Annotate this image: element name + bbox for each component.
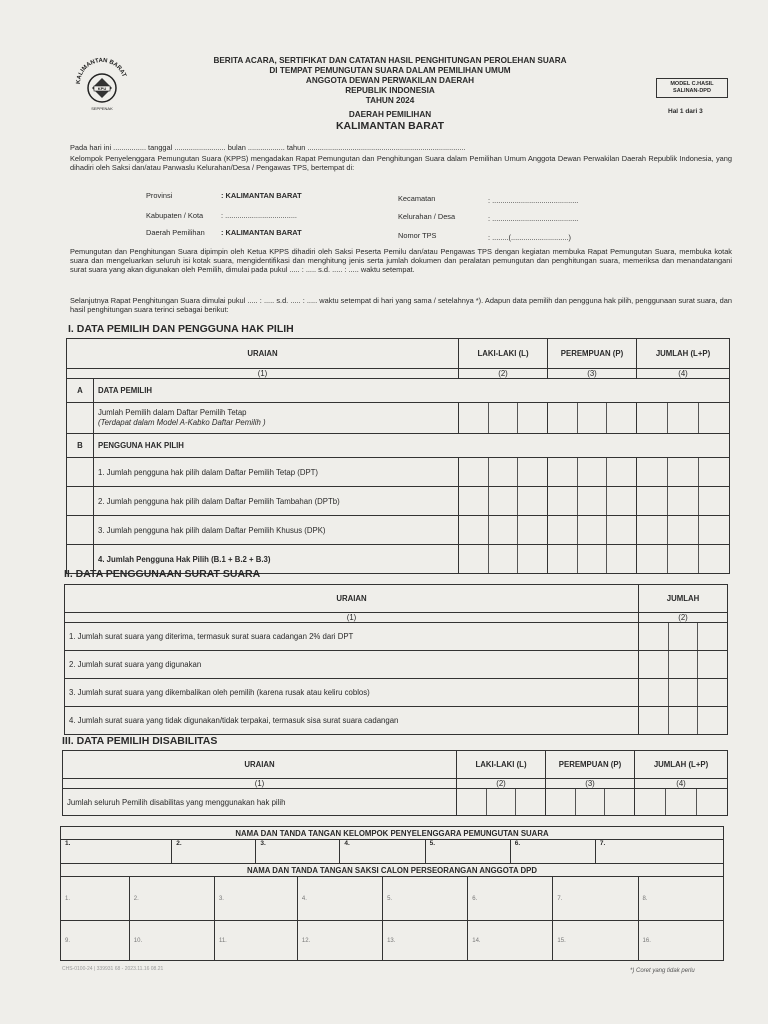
kpps-sign-6[interactable] [510, 840, 595, 864]
model-box [656, 78, 728, 98]
s1-header-laki: LAKI-LAKI (L) [459, 339, 548, 369]
s3-sub-4: (4) [635, 779, 728, 789]
footer-code: CHS-0100-24 | 339931 68 - 2023.11.16 08.21 [62, 966, 164, 972]
page-number: Hal 1 dari 3 [668, 108, 703, 115]
header-line-3: ANGGOTA DEWAN PERWAKILAN DAERAH [305, 76, 475, 85]
region-label: DAERAH PEMILIHAN [348, 110, 432, 119]
input-a-jumlah[interactable] [637, 403, 730, 434]
saksi-num-5: 5. [387, 895, 393, 902]
tps-value[interactable]: : ........(............................) [488, 233, 571, 242]
kpps-num-2: 2. [176, 840, 182, 847]
saksi-num-10: 10. [133, 937, 143, 944]
saksi-num-14: 14. [472, 937, 481, 944]
input-b4-laki[interactable] [459, 545, 548, 574]
input-b1-laki[interactable] [459, 458, 548, 487]
section-2-table [64, 584, 728, 735]
s1-a-row-line2: (Terdapat dalam Model A-Kabko Daftar Pemilih ) [98, 418, 266, 427]
header-line-1: BERITA ACARA, SERTIFIKAT DAN CATATAN HASIL PENGHITUNGAN PEROLEHAN SUARA [213, 56, 567, 65]
s3-sub-2: (2) [457, 779, 546, 789]
count-paragraph: Selanjutnya Rapat Penghitungan Suara dimulai pukul ..... : ..... s.d. ..... : ..... waktu setempat di hari yang sama / setelahnya *). Adapun data pemilih dan pengguna hak pilih, penggunaan surat suara, dan hasil penghitungan suara terinci sebagai berikut: [70, 296, 732, 314]
kecamatan-value[interactable]: : .......................................... [488, 196, 579, 205]
input-a-laki[interactable] [459, 403, 548, 434]
s1-sub-4: (4) [637, 369, 730, 379]
saksi-num-9: 9. [65, 937, 71, 944]
saksi-num-4: 4. [301, 895, 307, 902]
s1-a-code: A [67, 379, 94, 403]
saksi-num-11: 11. [218, 937, 227, 944]
input-b2-laki[interactable] [459, 487, 548, 516]
kpps-num-6: 6. [514, 840, 521, 847]
kpps-sign-4[interactable] [340, 840, 425, 864]
saksi-sign-1[interactable] [61, 877, 130, 921]
saksi-num-8: 8. [642, 895, 648, 902]
s3-row: Jumlah seluruh Pemilih disabilitas yang menggunakan hak pilih [63, 789, 457, 816]
region-title: KALIMANTAN BARAT [335, 120, 445, 132]
input-s3-jumlah[interactable] [635, 789, 728, 816]
s3-sub-3: (3) [546, 779, 635, 789]
provinsi-value: : KALIMANTAN BARAT [221, 191, 302, 200]
input-b3-jumlah[interactable] [637, 516, 730, 545]
kpps-sign-2[interactable] [172, 840, 256, 864]
s2-row-4: 4. Jumlah surat suara yang tidak digunakan/tidak terpakai, termasuk sisa surat suara cadangan [65, 707, 639, 735]
dapil-label: Daerah Pemilihan [146, 228, 205, 237]
saksi-sign-6[interactable] [468, 877, 553, 921]
s1-a-title: DATA PEMILIH [94, 379, 730, 403]
kpps-num-7: 7. [599, 840, 606, 847]
kpps-sign-1[interactable] [61, 840, 172, 864]
kpps-num-5: 5. [429, 840, 435, 847]
s1-sub-1: (1) [67, 369, 459, 379]
kpps-num-1: 1. [65, 840, 71, 847]
footer-note: *) Coret yang tidak perlu [630, 968, 695, 974]
provinsi-label: Provinsi [146, 191, 173, 200]
kabupaten-value[interactable]: : ................................... [221, 211, 297, 220]
section-2-title: II. DATA PENGGUNAAN SURAT SUARA [64, 568, 261, 580]
saksi-sign-14[interactable] [468, 921, 553, 961]
kelurahan-label: Kelurahan / Desa [398, 212, 456, 221]
model-line-1: MODEL C.HASIL [670, 81, 714, 87]
saksi-num-3: 3. [218, 895, 224, 902]
section-3-title: III. DATA PEMILIH DISABILITAS [62, 735, 218, 747]
input-b4-jumlah[interactable] [637, 545, 730, 574]
svg-text:KPU: KPU [97, 86, 107, 91]
svg-text:KALIMANTAN BARAT: KALIMANTAN BARAT [75, 57, 127, 85]
header-line-2: DI TEMPAT PEMUNGUTAN SUARA DALAM PEMILIHAN UMUM [269, 66, 511, 75]
saksi-num-6: 6. [472, 895, 478, 902]
saksi-num-12: 12. [301, 937, 311, 944]
s2-sub-1: (1) [65, 613, 639, 623]
s3-header-uraian: URAIAN [63, 751, 457, 779]
s1-sub-2: (2) [459, 369, 548, 379]
saksi-sign-2[interactable] [129, 877, 214, 921]
saksi-sign-5[interactable] [383, 877, 468, 921]
saksi-sign-7[interactable] [553, 877, 638, 921]
s1-a-row [94, 403, 459, 434]
svg-text:SEPPENAK: SEPPENAK [91, 106, 113, 111]
input-s2-1[interactable] [639, 623, 728, 651]
kpps-num-3: 3. [260, 840, 266, 847]
saksi-sign-9[interactable] [61, 921, 130, 961]
s3-header-perempuan: PEREMPUAN (P) [546, 751, 635, 779]
s1-header-uraian: URAIAN [67, 339, 459, 369]
saksi-sign-15[interactable] [553, 921, 638, 961]
dapil-value: : KALIMANTAN BARAT [221, 228, 302, 237]
s2-sub-2: (2) [639, 613, 728, 623]
saksi-num-7: 7. [557, 895, 563, 902]
s1-b-row-3: 3. Jumlah pengguna hak pilih dalam Daftar Pemilih Khusus (DPK) [94, 516, 459, 545]
input-a-perempuan[interactable] [548, 403, 637, 434]
section-3-table [62, 750, 728, 816]
input-b3-perempuan[interactable] [548, 516, 637, 545]
input-b4-perempuan[interactable] [548, 545, 637, 574]
input-b1-perempuan[interactable] [548, 458, 637, 487]
saksi-num-2: 2. [133, 895, 139, 902]
s1-header-jumlah: JUMLAH (L+P) [637, 339, 730, 369]
input-b2-perempuan[interactable] [548, 487, 637, 516]
saksi-num-15: 15. [557, 937, 566, 944]
tps-label: Nomor TPS [398, 231, 437, 240]
input-s3-laki[interactable] [457, 789, 546, 816]
kpps-num-4: 4. [344, 840, 350, 847]
intro-paragraph: Kelompok Penyelenggara Pemungutan Suara (KPPS) mengadakan Rapat Pemungutan dan Penghitungan Suara dalam Pemilihan Umum Anggota Dewan Perwakilan Daerah Republik Indonesia, yang dihadiri oleh Saksi dan/atau Panwaslu Kelurahan/Desa / Pengawas TPS, bertempat di: [70, 154, 732, 172]
input-s2-2[interactable] [639, 651, 728, 679]
s2-row-3: 3. Jumlah surat suara yang dikembalikan oleh pemilih (karena rusak atau keliru coblos) [65, 679, 639, 707]
s2-header-jumlah: JUMLAH [639, 585, 728, 613]
s2-row-2: 2. Jumlah surat suara yang digunakan [65, 651, 639, 679]
saksi-num-13: 13. [387, 937, 396, 944]
model-line-2: SALINAN-DPD [673, 88, 711, 94]
s1-a-row-line1: Jumlah Pemilih dalam Daftar Pemilih Tetap [98, 408, 247, 417]
saksi-sign-12[interactable] [297, 921, 382, 961]
saksi-sign-8[interactable] [638, 877, 723, 921]
s2-row-1: 1. Jumlah surat suara yang diterima, termasuk surat suara cadangan 2% dari DPT [65, 623, 639, 651]
s1-sub-3: (3) [548, 369, 637, 379]
input-b2-jumlah[interactable] [637, 487, 730, 516]
saksi-sign-4[interactable] [297, 877, 382, 921]
kabupaten-label: Kabupaten / Kota [146, 211, 204, 220]
saksi-sign-10[interactable] [129, 921, 214, 961]
s1-header-perempuan: PEREMPUAN (P) [548, 339, 637, 369]
s3-header-laki: LAKI-LAKI (L) [457, 751, 546, 779]
s1-b-row-1: 1. Jumlah pengguna hak pilih dalam Daftar Pemilih Tetap (DPT) [94, 458, 459, 487]
input-s3-perempuan[interactable] [546, 789, 635, 816]
kpps-sign-5[interactable] [425, 840, 510, 864]
s2-header-uraian: URAIAN [65, 585, 639, 613]
input-s2-4[interactable] [639, 707, 728, 735]
saksi-sign-16[interactable] [638, 921, 723, 961]
kpps-signature-title: NAMA DAN TANDA TANGAN KELOMPOK PENYELENGGARA PEMUNGUTAN SUARA [61, 827, 724, 840]
signature-table [60, 826, 724, 961]
s1-b-code: B [67, 434, 94, 458]
header-line-5: TAHUN 2024 [365, 96, 415, 105]
kpps-sign-3[interactable] [256, 840, 340, 864]
procedure-paragraph: Pemungutan dan Penghitungan Suara dipimpin oleh Ketua KPPS dihadiri oleh Saksi Peserta Pemilu dan/atau Pengawas TPS dengan kegiatan membuka Rapat Pemungutan Suara, membuka kotak suara dan mengeluarkan seluruh isi kotak suara, mengidentifikasi dan menghitung jenis serta jumlah dokumen dan peralatan pemungutan dan penghitungan suara, memeriksa dan menandatangani surat suara yang akan digunakan oleh Pemilih, dimulai pada pukul ..... : ..... s.d. ..... : ..... waktu setempat. [70, 247, 732, 274]
date-line: Pada hari ini ................ tanggal ......................... bulan .................. tahun ............................................................................. [70, 143, 466, 152]
saksi-num-16: 16. [642, 937, 651, 944]
saksi-sign-13[interactable] [383, 921, 468, 961]
s1-b-title: PENGGUNA HAK PILIH [94, 434, 730, 458]
kelurahan-value[interactable]: : .......................................... [488, 214, 579, 223]
input-b1-jumlah[interactable] [637, 458, 730, 487]
kpps-sign-7[interactable] [595, 840, 723, 864]
saksi-sign-11[interactable] [214, 921, 297, 961]
s3-sub-1: (1) [63, 779, 457, 789]
input-s2-3[interactable] [639, 679, 728, 707]
saksi-sign-3[interactable] [214, 877, 297, 921]
s1-b-row-4: 4. Jumlah Pengguna Hak Pilih (B.1 + B.2 + B.3) [94, 545, 459, 574]
input-b3-laki[interactable] [459, 516, 548, 545]
header-line-4: REPUBLIK INDONESIA [345, 86, 435, 95]
section-1-title: I. DATA PEMILIH DAN PENGGUNA HAK PILIH [68, 323, 294, 335]
saksi-signature-title: NAMA DAN TANDA TANGAN SAKSI CALON PERSEORANGAN ANGGOTA DPD [61, 864, 724, 877]
saksi-num-1: 1. [65, 895, 71, 902]
s1-b-row-2: 2. Jumlah pengguna hak pilih dalam Daftar Pemilih Tambahan (DPTb) [94, 487, 459, 516]
kecamatan-label: Kecamatan [398, 194, 436, 203]
section-1-table [66, 338, 730, 574]
document-header [200, 56, 580, 132]
kpu-emblem-logo [70, 50, 134, 114]
s3-header-jumlah: JUMLAH (L+P) [635, 751, 728, 779]
